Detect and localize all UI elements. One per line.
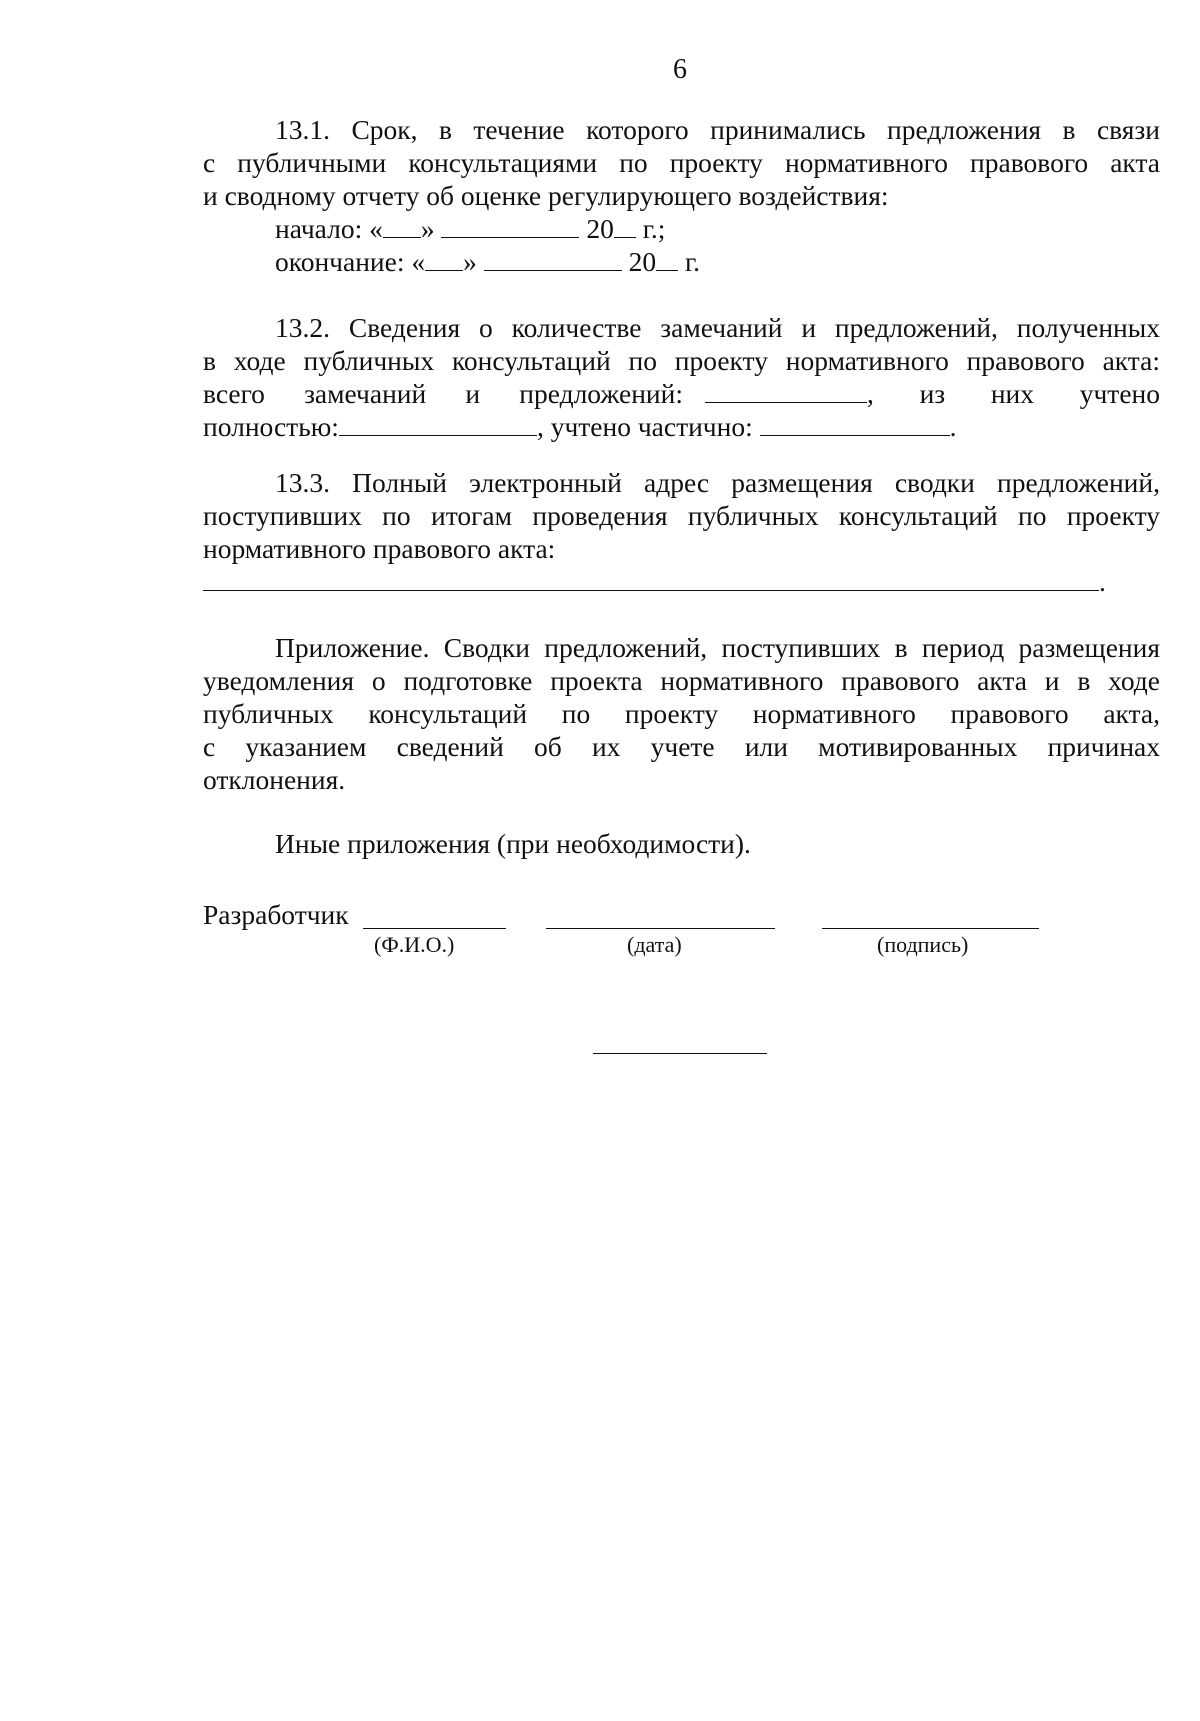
line-end-period: . [949,411,957,442]
partially-accepted-label: , учтено частично: [536,411,753,442]
start-date-label: начало: « [275,213,383,244]
appendix-line-3: публичных консультаций по проекту нормативного правового акта, [203,698,1160,729]
end-date-quote: » [463,246,477,277]
section-13-2-line-1: 13.2. Сведения о количестве замечаний и предложений, полученных [275,312,1160,343]
fully-accepted-blank [339,411,537,436]
total-remarks-right [705,377,1160,410]
end-month-blank [484,246,622,271]
name-caption: (Ф.И.О.) [374,932,455,957]
section-13-2-line-2: в ходе публичных консультаций по проекту нормативного правового акта: [203,345,1160,376]
signature-label: Разработчик [203,899,349,930]
accepted-label: , из них учтено [867,378,1160,409]
end-day-blank [425,246,463,271]
section-13-2-line-3 [203,377,1160,410]
section-13-2 [203,311,1160,443]
end-year-prefix: 20 [628,246,657,277]
fully-accepted-label: полностью: [203,411,339,442]
total-remarks-blank [705,378,867,403]
end-of-document-rule [593,1053,767,1054]
end-date-label: окончание: « [275,246,426,277]
section-13-2-line-4 [203,410,1160,443]
total-remarks-text: всего замечаний и предложений: [203,378,683,409]
other-appendices [203,827,1160,860]
address-end-period: . [1099,566,1106,597]
appendix-paragraph [203,631,1160,796]
end-date-line [203,245,1160,278]
partially-accepted-blank [760,411,950,436]
total-remarks-label [203,377,683,410]
sign-signature-line [822,928,1039,929]
section-13-1 [203,113,1160,278]
section-13-1-line-3: и сводному отчету об оценке регулирующего воздействия: [203,180,889,211]
start-year-blank [614,213,636,238]
start-day-blank [383,213,421,238]
appendix-line-4: с указанием сведений об их учете или мотивированных причинах [203,731,1160,762]
appendix-line-5: отклонения. [203,764,346,795]
start-year-prefix: 20 [586,213,614,244]
address-line [203,565,1160,598]
appendix-line-1: Приложение. Сводки предложений, поступивших в период размещения [275,632,1160,663]
date-caption: (дата) [627,932,682,957]
start-date-line [203,212,1160,245]
section-13-3-line-3: нормативного правового акта: [203,533,556,564]
start-month-blank [441,213,579,238]
end-year-blank [656,246,678,271]
address-blank [203,566,1099,591]
sign-caption: (подпись) [877,932,969,957]
section-13-1-line-1: 13.1. Срок, в течение которого принимались предложения в связи [275,114,1160,145]
section-13-1-line-2: с публичными консультациями по проекту нормативного правового акта [203,147,1160,178]
page-number: 6 [673,54,687,85]
start-date-suffix: г.; [642,213,666,244]
section-13-3-line-2: поступивших по итогам проведения публичных консультаций по проекту [203,500,1160,531]
other-appendices-text: Иные приложения (при необходимости). [275,828,751,859]
section-13-3-line-1: 13.3. Полный электронный адрес размещения сводки предложений, [275,467,1160,498]
end-date-suffix: г. [685,246,701,277]
start-date-quote: » [420,213,435,244]
appendix-line-2: уведомления о подготовке проекта нормативного правового акта и в ходе [203,665,1160,696]
section-13-3 [203,466,1160,598]
name-signature-line [363,928,506,929]
date-signature-line [546,928,775,929]
